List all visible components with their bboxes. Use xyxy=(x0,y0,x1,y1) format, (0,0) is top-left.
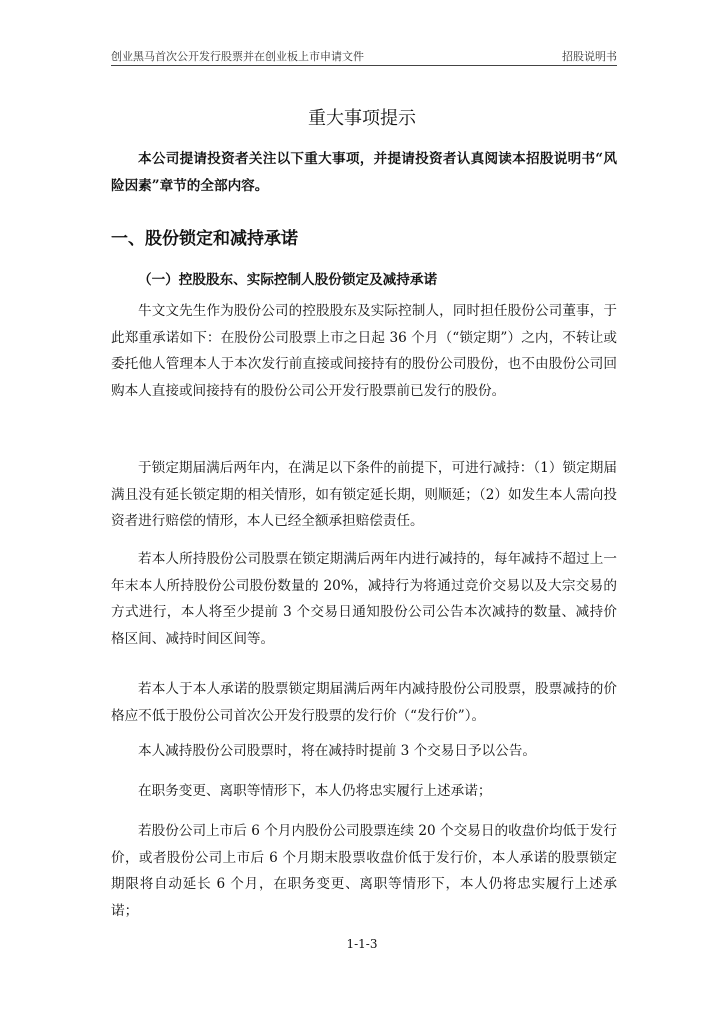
section-heading: 一、股份锁定和减持承诺 xyxy=(111,229,298,249)
page-title: 重大事项提示 xyxy=(308,108,416,129)
section-subheading: （一）控股股东、实际控制人股份锁定及减持承诺 xyxy=(138,272,438,288)
paragraph-announcement: 本人减持股份公司股票时，将在减持时提前 3 个交易日予以公告。 xyxy=(138,743,536,759)
header-document-type: 招股说明书 xyxy=(562,50,617,63)
paragraph-lockup-commitment: 牛文文先生作为股份公司的控股股东及实际控制人，同时担任股份公司董事，于此郑重承诺如下：在股份公司股票上市之日起 36 个月（“锁定期”）之内，不转让或委托他人管理本人于本次发行前直接或间接持有的股份公司股份，也不由股份公司回购本人直接或间接持有的股份公司公开发行股票前已发行的股份。 xyxy=(111,303,617,399)
paragraph-reduction-price: 若本人于本人承诺的股票锁定期届满后两年内减持股份公司股票，股票减持的价格应不低于股份公司首次公开发行股票的发行价（“发行价”）。 xyxy=(111,681,617,724)
intro-paragraph: 本公司提请投资者关注以下重大事项，并提请投资者认真阅读本招股说明书“风险因素”章节的全部内容。 xyxy=(111,151,617,194)
paragraph-lockup-extension: 若股份公司上市后 6 个月内股份公司股票连续 20 个交易日的收盘价均低于发行价，或者股份公司上市后 6 个月期末股票收盘价低于发行价，本人承诺的股票锁定期限将自动延长 6 个月，在职务变更、离职等情形下，本人仍将忠实履行上述承诺； xyxy=(111,823,617,919)
header-rule xyxy=(111,65,617,66)
paragraph-position-change: 在职务变更、离职等情形下，本人仍将忠实履行上述承诺； xyxy=(138,783,492,799)
paragraph-reduction-conditions: 于锁定期届满后两年内，在满足以下条件的前提下，可进行减持：（1）锁定期届满且没有延长锁定期的相关情形，如有锁定延长期，则顺延；（2）如发生本人需向投资者进行赔偿的情形，本人已经全额承担赔偿责任。 xyxy=(111,460,617,529)
page-number: 1-1-3 xyxy=(346,937,378,951)
paragraph-reduction-limit: 若本人所持股份公司股票在锁定期满后两年内进行减持的，每年减持不超过上一年末本人所持股份公司股份数量的 20%，减持行为将通过竞价交易以及大宗交易的方式进行，本人将至少提前 3 个交易日通知股份公司公告本次减持的数量、减持价格区间、减持时间区间等。 xyxy=(111,551,617,647)
header-document-title: 创业黑马首次公开发行股票并在创业板上市申请文件 xyxy=(111,50,364,63)
